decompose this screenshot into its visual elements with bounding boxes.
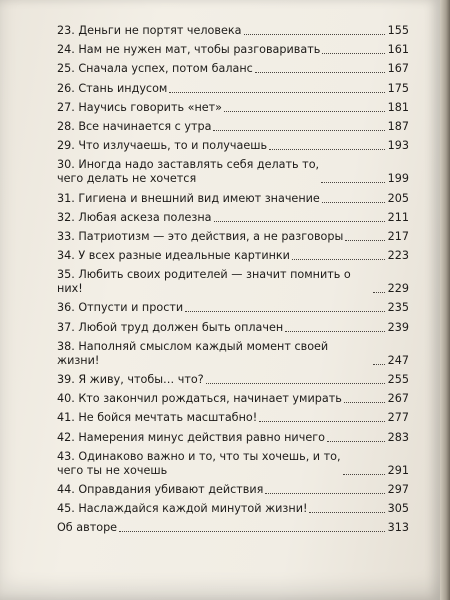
dot-leader [373, 364, 385, 365]
toc-entry-page-number: 175 [387, 81, 409, 95]
toc-entry [57, 321, 409, 335]
toc-entry-title: 44. Оправдания убивают действия [57, 482, 264, 496]
toc-entry-page-number: 193 [387, 139, 409, 153]
toc-entry [57, 101, 409, 115]
toc-entry-page-number: 187 [387, 119, 409, 133]
dot-leader [259, 421, 384, 422]
dot-leader [322, 202, 385, 203]
toc-entry-page-number: 247 [387, 353, 409, 367]
toc-entry-page-number: 205 [387, 191, 409, 205]
dot-leader [169, 92, 384, 93]
toc-entry [57, 301, 409, 315]
toc-entry-title: 24. Нам не нужен мат, чтобы разговаривать [57, 43, 321, 57]
toc-entry [57, 502, 409, 516]
toc-entry [57, 230, 409, 244]
toc-entry [57, 268, 409, 296]
toc-entry [57, 249, 409, 263]
toc-entry-title: 27. Научись говорить «нет» [57, 100, 223, 114]
dot-leader [343, 474, 385, 475]
toc-entry-page-number: 239 [387, 320, 409, 334]
toc-entry-title: 41. Не бойся мечтать масштабно! [57, 411, 258, 425]
toc-entry-page-number: 229 [387, 282, 409, 296]
toc-entry-title: 32. Любая аскеза полезна [57, 210, 212, 224]
toc-entry-title: 43. Одинаково важно и то, что ты хочешь, и то, чего ты не хочешь [57, 449, 341, 477]
toc-entry-title: 35. Любить своих родителей — значит помнить о них! [57, 268, 351, 296]
toc-entry-title: 40. Кто закончил рождаться, начинает умирать [57, 392, 342, 406]
dot-leader [285, 331, 384, 332]
toc-entry [57, 62, 409, 76]
dot-leader [292, 259, 385, 260]
toc-entry-page-number: 223 [387, 249, 409, 263]
dot-leader [344, 402, 385, 403]
page-edge [440, 0, 450, 600]
toc-entry [57, 120, 409, 134]
toc-entry [57, 431, 409, 445]
toc-entry [57, 373, 409, 387]
toc-entry-page-number: 235 [387, 301, 409, 315]
toc-entry-title: 23. Деньги не портят человека [57, 24, 242, 37]
dot-leader [206, 383, 385, 384]
dot-leader [265, 493, 384, 494]
toc-entry [57, 450, 409, 478]
dot-leader [255, 72, 385, 73]
toc-entry [57, 139, 409, 153]
dot-leader [321, 182, 385, 183]
toc-entry-title: 25. Сначала успех, потом баланс [57, 62, 253, 76]
toc-entry-page-number: 181 [387, 100, 409, 114]
toc-entry [57, 192, 409, 206]
toc-entry [57, 521, 409, 535]
toc-entry-title: 42. Намерения минус действия равно ничего [57, 430, 325, 444]
dot-leader [185, 311, 385, 312]
toc-entry-title: Об авторе [57, 521, 118, 535]
toc-entry-page-number: 283 [387, 430, 409, 444]
toc-entry-title: 31. Гигиена и внешний вид имеют значение [57, 191, 320, 205]
toc-entry-page-number: 291 [387, 463, 409, 477]
toc-entry-page-number: 267 [387, 392, 409, 406]
toc-entry [57, 24, 409, 38]
toc-entry-title: 28. Все начинается с утра [57, 119, 212, 133]
toc-entry [57, 483, 409, 497]
toc-entry [57, 411, 409, 425]
toc-entry [57, 43, 409, 57]
toc-entry [57, 82, 409, 96]
toc-entry-title: 29. Что излучаешь, то и получаешь [57, 139, 268, 153]
toc-entry-page-number: 313 [387, 521, 409, 535]
toc-entry-page-number: 167 [387, 62, 409, 76]
toc-entry-title: 39. Я живу, чтобы… что? [57, 373, 204, 386]
toc-entry-page-number: 161 [387, 43, 409, 57]
toc-entry [57, 158, 409, 186]
dot-leader [269, 149, 385, 150]
toc-entry-page-number: 255 [387, 373, 409, 386]
toc-entry-title: 26. Стань индусом [57, 81, 168, 95]
toc-entry-title: 45. Наслаждайся каждой минутой жизни! [57, 502, 308, 516]
toc-entry-title: 37. Любой труд должен быть оплачен [57, 320, 284, 334]
toc-entry [57, 392, 409, 406]
dot-leader [322, 53, 384, 54]
dot-leader [244, 34, 385, 35]
toc-entry [57, 340, 409, 368]
dot-leader [224, 111, 385, 112]
table-of-contents [57, 24, 409, 535]
toc-entry-page-number: 199 [387, 172, 409, 186]
toc-entry-page-number: 217 [387, 229, 409, 243]
dot-leader [309, 512, 384, 513]
toc-entry-page-number: 297 [387, 482, 409, 496]
toc-entry-title: 34. У всех разные идеальные картинки [57, 249, 290, 263]
dot-leader [213, 130, 384, 131]
dot-leader [327, 441, 385, 442]
dot-leader [373, 292, 385, 293]
toc-entry-page-number: 155 [387, 24, 409, 37]
toc-entry-title: 36. Отпусти и прости [57, 301, 184, 315]
toc-entry-title: 38. Наполняй смыслом каждый момент своей жизни! [57, 339, 329, 367]
toc-entry-title: 33. Патриотизм — это действия, а не разговоры [57, 229, 344, 243]
toc-entry-page-number: 277 [387, 411, 409, 425]
toc-entry-title: 30. Иногда надо заставлять себя делать то, чего делать не хочется [57, 158, 320, 186]
dot-leader [119, 531, 385, 532]
dot-leader [214, 221, 385, 222]
toc-entry-page-number: 305 [387, 502, 409, 516]
dot-leader [345, 240, 384, 241]
toc-entry [57, 211, 409, 225]
toc-entry-page-number: 211 [387, 210, 409, 224]
